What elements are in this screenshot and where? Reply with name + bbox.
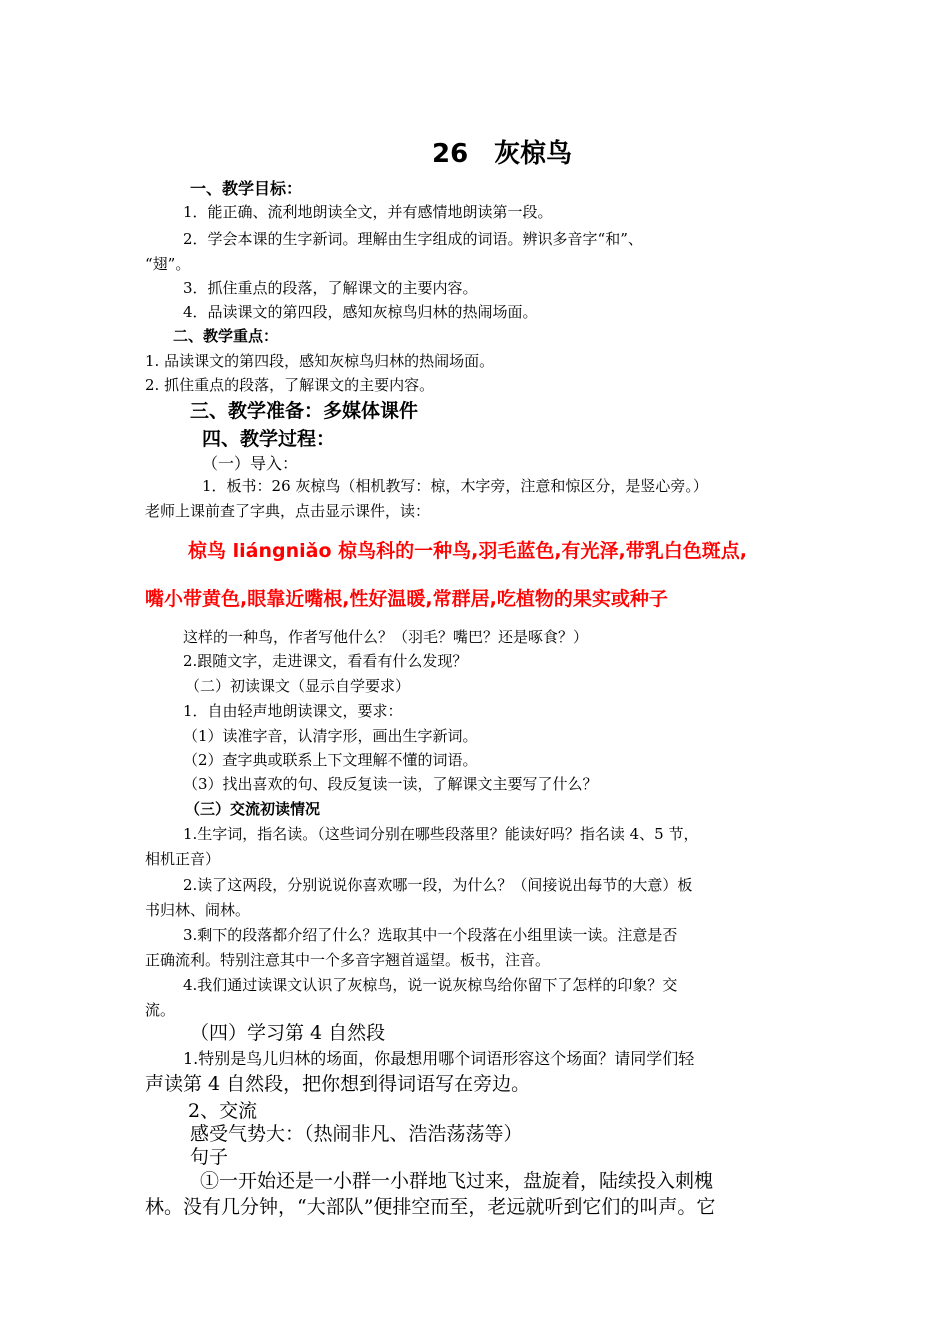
section-heading-objectives: 一、教学目标：	[190, 179, 303, 198]
step3-line-2: 相机正音）	[145, 850, 221, 868]
step3-line-7: 4.我们通过读课文认识了灰椋鸟，说一说灰椋鸟给你留下了怎样的印象？交	[183, 976, 678, 994]
focus-line-2: 2. 抓住重点的段落，了解课文的主要内容。	[145, 376, 435, 394]
step4-line-3: 2、交流	[188, 1100, 258, 1122]
objective-line-3: 3．抓住重点的段落，了解课文的主要内容。	[183, 279, 478, 297]
step2-line-2: （1）读准字音，认清字形，画出生字新词。	[183, 727, 478, 745]
section-heading-focus: 二、教学重点：	[173, 327, 279, 345]
step4-line-4: 感受气势大：（热闹非凡、浩浩荡荡等）	[190, 1123, 523, 1145]
step3-line-1: 1.生字词，指名读。（这些词分别在哪些段落里？能读好吗？指名读 4、5 节，	[183, 825, 699, 843]
after-def-line-2: 2.跟随文字，走进课文，看看有什么发现？	[183, 652, 468, 670]
step3-heading: （三）交流初读情况	[185, 800, 321, 818]
step3-line-5: 3.剩下的段落都介绍了什么？选取其中一个段落在小组里读一读。注意是否	[183, 926, 678, 944]
objective-line-4: 4．品读课文的第四段，感知灰椋鸟归林的热闹场面。	[183, 303, 538, 321]
step3-line-4: 书归林、闹林。	[145, 901, 251, 919]
step4-line-6: ①一开始还是一小群一小群地飞过来，盘旋着，陆续投入刺槐	[200, 1170, 714, 1192]
objective-line-2: 2．学会本课的生字新词。理解由生字组成的词语。辨识多音字“和”、	[183, 230, 643, 248]
definition-line-1: 椋鸟 liángniǎo 椋鸟科的一种鸟,羽毛蓝色,有光泽,带乳白色斑点,	[188, 540, 747, 562]
step2-line-3: （2）查字典或联系上下文理解不懂的词语。	[183, 751, 478, 769]
focus-line-1: 1. 品读课文的第四段，感知灰椋鸟归林的热闹场面。	[145, 352, 495, 370]
step4-line-1: 1.特别是鸟儿归林的场面，你最想用哪个词语形容这个场面？请同学们轻	[183, 1049, 695, 1068]
step4-heading: （四）学习第 4 自然段	[190, 1022, 386, 1044]
page-title: 26 灰椋鸟	[432, 139, 573, 169]
step1-line-1: 1．板书：26 灰椋鸟（相机教写：椋，木字旁，注意和惊区分，是竖心旁。）	[202, 477, 708, 495]
step3-line-8: 流。	[145, 1001, 176, 1019]
step2-line-4: （3）找出喜欢的句、段反复读一读，了解课文主要写了什么？	[183, 775, 598, 793]
after-def-line-1: 这样的一种鸟，作者写他什么？（羽毛？嘴巴？还是啄食？）	[183, 628, 589, 646]
step2-heading: （二）初读课文（显示自学要求）	[185, 677, 411, 695]
step4-line-7: 林。没有几分钟，“大部队”便排空而至，老远就听到它们的叫声。它	[145, 1196, 716, 1218]
step2-line-1: 1．自由轻声地朗读课文，要求：	[183, 702, 403, 720]
step4-line-2: 声读第 4 自然段，把你想到得词语写在旁边。	[145, 1073, 531, 1095]
step1-line-2: 老师上课前查了字典，点击显示课件，读：	[145, 502, 431, 520]
objective-line-1: 1．能正确、流利地朗读全文，并有感情地朗读第一段。	[183, 203, 553, 221]
definition-line-2: 嘴小带黄色,眼靠近嘴根,性好温暖,常群居,吃植物的果实或种子	[145, 588, 668, 610]
step1-heading: （一）导入：	[202, 454, 299, 473]
step3-line-6: 正确流利。特别注意其中一个多音字翘首遥望。板书，注音。	[145, 951, 551, 969]
step3-line-3: 2.读了这两段，分别说说你喜欢哪一段，为什么？（间接说出每节的大意）板	[183, 876, 693, 894]
objective-line-2-cont: “翅”。	[145, 255, 191, 273]
section-heading-prep: 三、教学准备：多媒体课件	[190, 400, 419, 422]
section-heading-process: 四、教学过程：	[202, 428, 336, 450]
step4-line-5: 句子	[190, 1146, 229, 1168]
